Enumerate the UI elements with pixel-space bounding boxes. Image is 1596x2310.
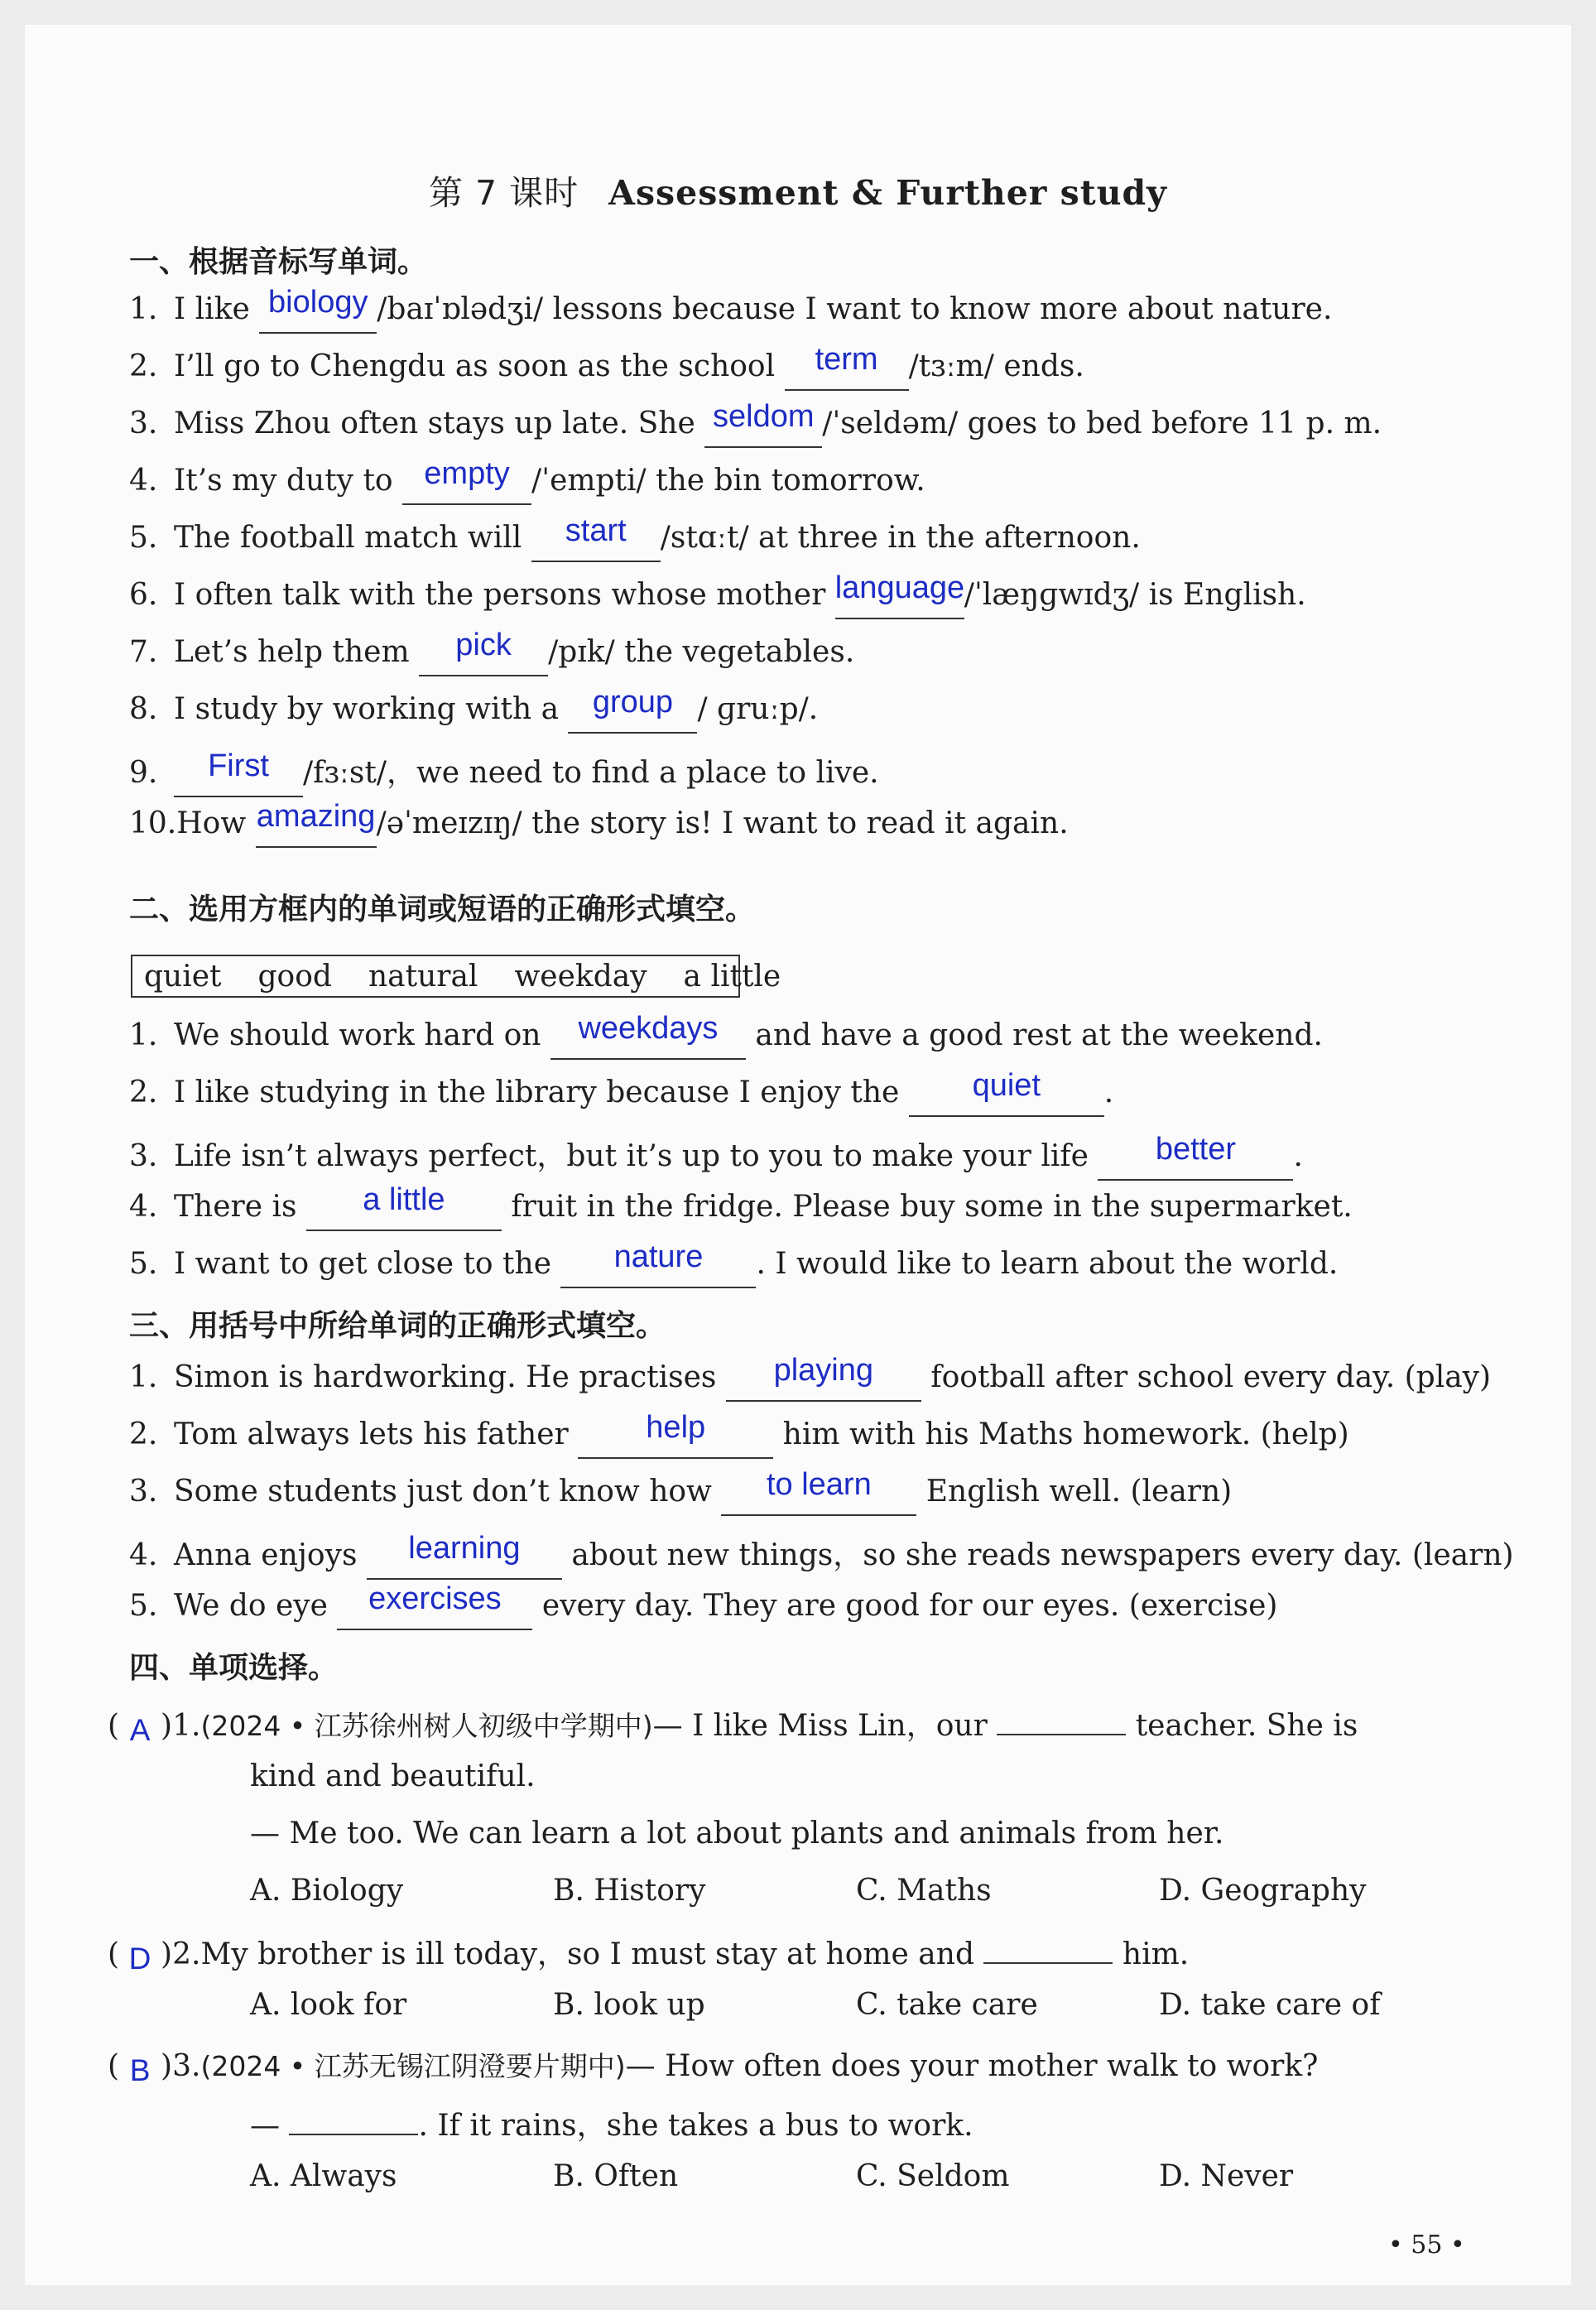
lesson-title: Assessment & Further study — [608, 173, 1167, 213]
part1-item: 6. I often talk with the persons whose mother language/ˈlæŋɡwɪdʒ/ is English. — [129, 578, 1306, 616]
answer: better — [1155, 1132, 1237, 1167]
word-box — [131, 955, 781, 998]
part2-item: 2. I like studying in the library because I enjoy the quiet . — [129, 1076, 1113, 1114]
part1-item: 10.How amazing/əˈmeɪzɪŋ/ the story is! I want to read it again. — [129, 806, 1069, 845]
option-d: D. take care of — [1159, 1988, 1381, 2022]
answer: to learn — [766, 1467, 872, 1502]
answer: playing — [773, 1353, 874, 1388]
part1-item: 3. Miss Zhou often stays up late. She seldom /ˈseldəm/ goes to bed before 11 p. m. — [129, 407, 1382, 445]
section-3-heading: 三、用括号中所给单词的正确形式填空。 — [129, 1309, 666, 1343]
answer: language — [834, 570, 965, 605]
option-b: B. Often — [553, 2159, 679, 2193]
word-option: weekday — [514, 959, 647, 994]
section-1-heading: 一、根据音标写单词。 — [129, 245, 428, 279]
option-a: A. Biology — [250, 1874, 404, 1908]
part3-item: 1. Simon is hardworking. He practises playing football after school every day. (play) — [129, 1360, 1491, 1398]
word-option: a little — [683, 959, 781, 994]
option-a: A. look for — [250, 1988, 407, 2022]
answer: B — [129, 2053, 151, 2087]
word-option: good — [257, 959, 332, 994]
part2-item: 4. There is a little fruit in the fridge. Please buy some in the supermarket. — [129, 1190, 1353, 1228]
answer: empty — [424, 456, 510, 491]
lesson-number: 第 7 课时 — [429, 173, 579, 213]
answer: biology — [268, 285, 368, 320]
mc-question-1: ( A )1.(2024 • 江苏徐州树人初级中学期中)— I like Miss Lin，our teacher. She is — [108, 1702, 1358, 1745]
section-4-heading: 四、单项选择。 — [129, 1651, 339, 1685]
answer: seldom — [713, 399, 815, 434]
part1-item: 5. The football match will start /stɑːt/ at three in the afternoon. — [129, 521, 1141, 559]
option-c: C. Seldom — [856, 2159, 1010, 2193]
part1-item: 2. I’ll go to Chengdu as soon as the school term /tɜːm/ ends. — [129, 349, 1084, 387]
answer: a little — [363, 1182, 445, 1217]
part1-item: 7. Let’s help them pick /pɪk/ the vegetables. — [129, 635, 854, 673]
part3-item: 4. Anna enjoys learning about new things，so she reads newspapers every day. (learn) — [129, 1532, 1514, 1576]
answer: First — [208, 748, 269, 783]
part1-item: 1. I like biology /baɪˈɒlədʒi/ lessons because I want to know more about nature. — [129, 292, 1332, 330]
answer: help — [646, 1410, 706, 1445]
section-2-heading: 二、选用方框内的单词或短语的正确形式填空。 — [129, 893, 756, 926]
answer: D — [128, 1942, 151, 1976]
word-option: natural — [368, 959, 478, 994]
part3-item: 3. Some students just don’t know how to learn English well. (learn) — [129, 1475, 1232, 1513]
option-b: B. look up — [553, 1988, 705, 2022]
answer: group — [592, 685, 674, 719]
part1-item: 9. First /fɜːst/，we need to find a place to live. — [129, 749, 879, 794]
option-b: B. History — [553, 1874, 706, 1908]
part1-item: 8. I study by working with a group / ɡruːp/. — [129, 692, 818, 730]
part1-item: 4. It’s my duty to empty /ˈempti/ the bin tomorrow. — [129, 464, 925, 502]
part3-item: 5. We do eye exercises every day. They are good for our eyes. (exercise) — [129, 1589, 1277, 1627]
mc-question-3: ( B )3.(2024 • 江苏无锡江阴澄要片期中)— How often does your mother walk to work? — [108, 2049, 1319, 2087]
question-source: (2024 • 江苏徐州树人初级中学期中) — [200, 1710, 653, 1742]
answer: term — [815, 342, 878, 377]
part2-item: 5. I want to get close to the nature . I would like to learn about the world. — [129, 1247, 1338, 1285]
answer: nature — [613, 1239, 704, 1274]
answer: A — [129, 1713, 151, 1747]
part2-item: 3. Life isn’t always perfect，but it’s up to you to make your life better . — [129, 1133, 1303, 1177]
answer: exercises — [368, 1581, 502, 1616]
mc-question-2: ( D )2.My brother is ill today，so I must stay at home and him. — [108, 1931, 1189, 1973]
mc-question-1-reply: — Me too. We can learn a lot about plants and animals from her. — [250, 1817, 1224, 1850]
option-c: C. take care — [856, 1988, 1038, 2022]
worksheet-page — [25, 25, 1571, 2285]
option-a: A. Always — [250, 2159, 397, 2193]
option-c: C. Maths — [856, 1874, 992, 1908]
option-d: D. Geography — [1159, 1874, 1367, 1908]
page-number: • 55 • — [1388, 2231, 1465, 2259]
part2-item: 1. We should work hard on weekdays and have a good rest at the weekend. — [129, 1018, 1323, 1056]
mc-question-1-cont: kind and beautiful. — [250, 1759, 536, 1793]
answer: pick — [455, 628, 512, 662]
answer: start — [565, 513, 627, 548]
option-d: D. Never — [1159, 2159, 1294, 2193]
answer: learning — [408, 1531, 521, 1566]
question-source: (2024 • 江苏无锡江阴澄要片期中) — [200, 2050, 626, 2082]
answer: weekdays — [578, 1011, 719, 1046]
answer: quiet — [972, 1068, 1041, 1103]
mc-question-3-reply: — . If it rains，she takes a bus to work. — [250, 2102, 973, 2144]
part3-item: 2. Tom always lets his father help him with his Maths homework. (help) — [129, 1417, 1349, 1456]
page-title — [25, 166, 1571, 214]
word-option: quiet — [144, 959, 222, 994]
answer: amazing — [256, 799, 376, 834]
